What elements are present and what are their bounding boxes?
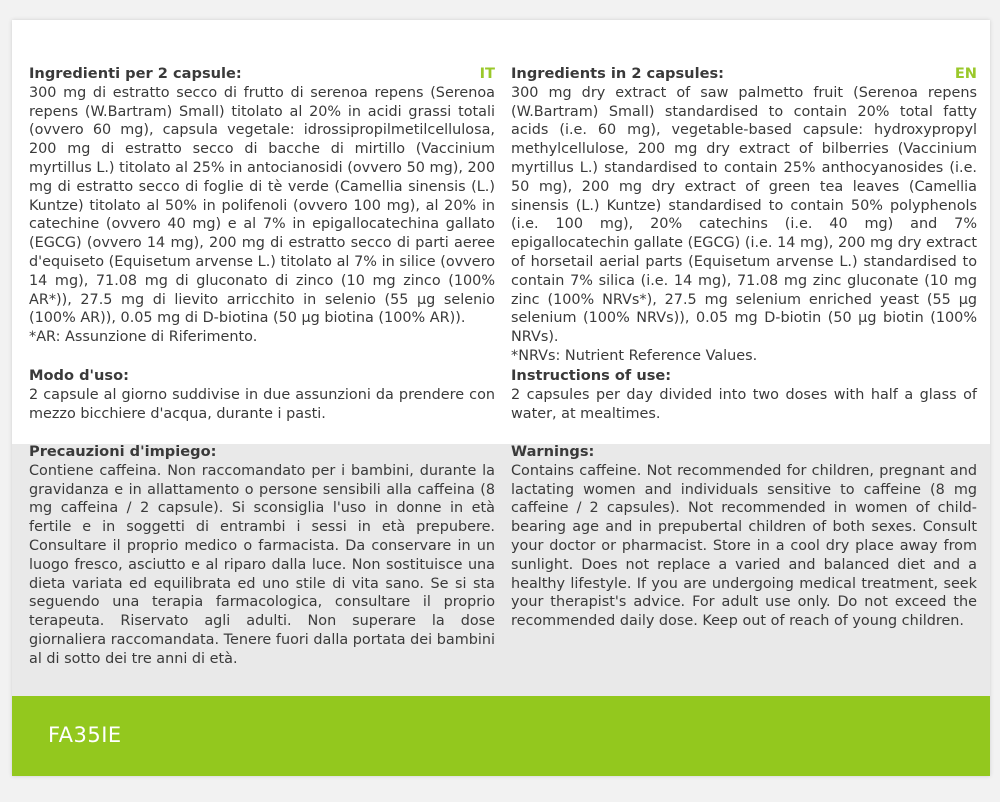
en-ingredients-title: Ingredients in 2 capsules: — [511, 65, 724, 82]
en-usage-text: 2 capsules per day divided into two doses with half a glass of water, at mealtimes. — [511, 386, 977, 422]
en-ingredients-section — [511, 65, 977, 366]
en-language-badge: EN — [954, 65, 977, 82]
it-ingredients-section — [29, 65, 495, 347]
en-ingredients-note: *NRVs: Nutrient Reference Values. — [511, 347, 758, 364]
it-warnings-section — [29, 443, 495, 669]
it-warnings-text: Contiene caffeina. Non raccomandato per i bambini, durante la gravidanza e in allattamento o persone sensibili alla caffeina (8 mg caffeina / 2 capsule). Si sconsiglia l'uso in donne in età fertile e in soggetti di entrambi i sessi in età prepubere. Consultare il proprio medico o farmacista. Da conservare in un luogo fresco, asciutto e al riparo dalla luce. Non sostituisce una dieta variata ed equilibrata ed uno stile di vita sano. Se si sta seguendo una terapia farmacologica, consultare il proprio terapeuta. Riservato agli adulti. Non superare la dose giornaliera raccomandata. Tenere fuori dalla portata dei bambini al di sotto dei tre anni di età. — [29, 462, 495, 667]
en-ingredients-heading-row — [511, 65, 977, 84]
it-ingredients-text: 300 mg di estratto secco di frutto di serenoa repens (Serenoa repens (W.Bartram) Small) titolato al 20% in acidi grassi totali (ovvero 60 mg), capsula vegetale: idrossipropilmetilcellulosa, 200 mg di estratto secco di bacche di mirtillo (Vaccinium myrtillus L.) titolato al 25% in antocianosidi (ovvero 50 mg), 200 mg di estratto secco di foglie di tè verde (Camellia sinensis (L.) Kuntze) titolato al 50% in polifenoli (ovvero 100 mg), al 20% in catechine (ovvero 40 mg) e al 7% in epigallocatechina gallato (EGCG) (ovvero 14 mg), 200 mg di estratto secco di parti aeree d'equiseto (Equisetum arvense L.) titolato al 7% in silice (ovvero 14 mg), 71.08 mg di gluconato di zinco (10 mg zinco (100% AR*)), 27.5 mg di lievito arricchito in selenio (55 µg selenio (100% AR)), 0.05 mg di D-biotina (50 µg biotina (100% AR)). — [29, 84, 495, 327]
en-usage-title: Instructions of use: — [511, 367, 672, 384]
it-language-badge: IT — [479, 65, 495, 82]
product-code: FA35IE — [48, 723, 122, 747]
en-ingredients-text: 300 mg dry extract of saw palmetto fruit (Serenoa repens (W.Bartram) Small) standardised to contain 20% total fatty acids (i.e. 60 mg), vegetable-based capsule: hydroxypropyl methylcellulose, 200 mg dry extract of bilberries (Vaccinium myrtillus L.) standardised to contain 25% anthocyanosides (i.e. 50 mg), 200 mg dry extract of green tea leaves (Camellia sinensis (L.) Kuntze) standardised to contain 50% polyphenols (i.e. 100 mg), 20% catechins (i.e. 40 mg) and 7% epigallocatechin gallate (EGCG) (i.e. 14 mg), 200 mg dry extract of horsetail aerial parts (Equisetum arvense L.) standardised to contain 7% silica (i.e. 14 mg), 71.08 mg zinc gluconate (10 mg zinc (100% NRVs*), 27.5 mg selenium enriched yeast (55 µg selenium (100% NRVs)), 0.05 mg D-biotin (50 µg biotin (100% NRVs). — [511, 84, 977, 346]
en-warnings-text: Contains caffeine. Not recommended for children, pregnant and lactating women and individuals sensitive to caffeine (8 mg caffeine / 2 capsules). Not recommended in women of child-bearing age and in prepubertal children of both sexes. Consult your doctor or pharmacist. Store in a cool dry place away from sunlight. Does not replace a varied and balanced diet and a healthy lifestyle. If you are undergoing medical treatment, seek your therapist's advice. For adult use only. Do not exceed the recommended daily dose. Keep out of reach of young children. — [511, 462, 977, 630]
it-warnings-title: Precauzioni d'impiego: — [29, 443, 217, 460]
it-usage-text: 2 capsule al giorno suddivise in due assunzioni da prendere con mezzo bicchiere d'acqua, durante i pasti. — [29, 386, 495, 422]
en-warnings-section — [511, 443, 977, 631]
it-ingredients-heading-row — [29, 65, 495, 84]
it-usage-title: Modo d'uso: — [29, 367, 129, 384]
en-usage-section — [511, 367, 977, 423]
footer-bar — [12, 696, 990, 776]
label-card — [12, 20, 990, 776]
it-ingredients-title: Ingredienti per 2 capsule: — [29, 65, 242, 82]
it-ingredients-note: *AR: Assunzione di Riferimento. — [29, 329, 258, 346]
it-usage-section — [29, 367, 495, 423]
en-warnings-title: Warnings: — [511, 443, 595, 460]
